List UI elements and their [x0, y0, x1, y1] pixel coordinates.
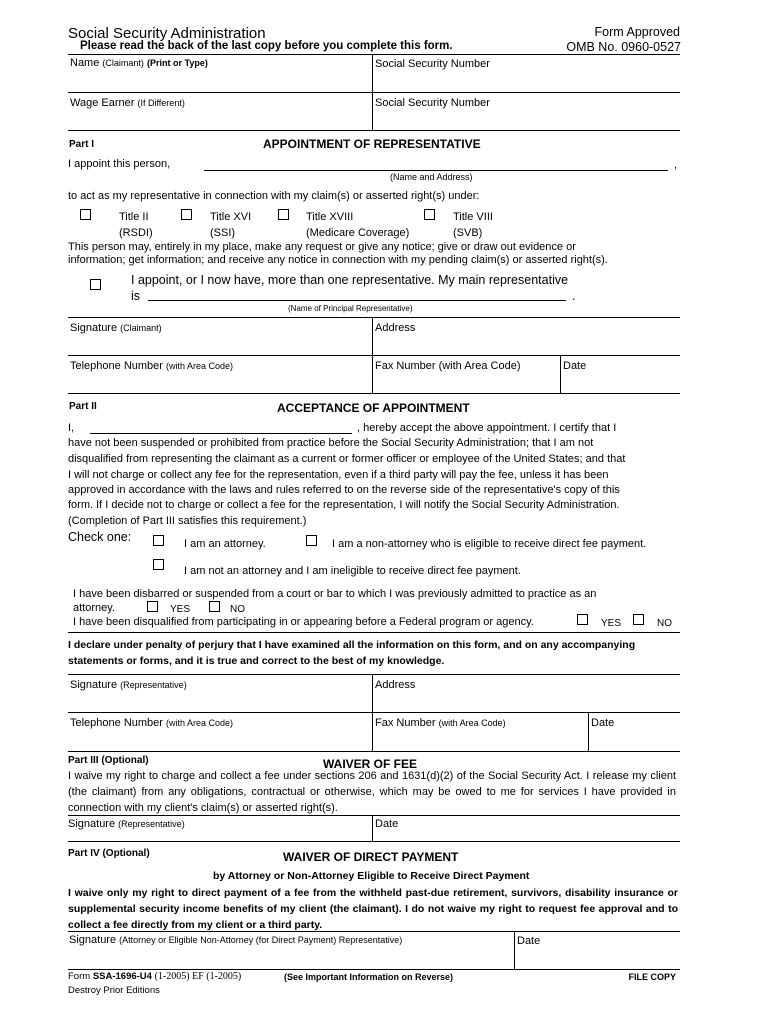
wage-earner-ssn-field[interactable]	[374, 110, 680, 128]
instructions: Please read the back of the last copy before you complete this form.	[80, 40, 453, 52]
title-viii-checkbox[interactable]	[424, 209, 435, 220]
direct-payment-signature-label: Signature (Attorney or Eligible Non-Attorney (for Direct Payment) Representative)	[69, 934, 403, 946]
disbarred-no-checkbox[interactable]	[209, 601, 220, 612]
disbarred-yes-label: YES	[170, 604, 191, 615]
part4-title: WAIVER OF DIRECT PAYMENT	[283, 850, 459, 864]
authority-line-2: information; get information; and receive any notice in connection with my pending claim(s) or asserted right(s).	[68, 254, 608, 266]
form-approved: Form Approved	[594, 25, 680, 39]
waiver-direct-payment-text: I waive only my right to direct payment of a fee from the withheld past-due retirement, survivors, disability insurance or supplemental security income benefits of my client (the claimant). I do not waive my right to request fee approval and to collect a fee directly from my client or a third party.	[68, 887, 678, 931]
claimant-date-label: Date	[563, 360, 587, 372]
claimant-ssn-field[interactable]	[374, 70, 680, 90]
declaration-line-1: I declare under penalty of perjury that I have examined all the information on this form, and on any accompanying	[68, 639, 636, 651]
claimant-signature-label: Signature (Claimant)	[70, 322, 162, 334]
part2-i: I,	[68, 422, 75, 434]
form-number: Form SSA-1696-U4 (1-2005) EF (1-2005)	[68, 971, 242, 982]
authority-line-1: This person may, entirely in my place, make any request or give any notice; give or draw out evidence or	[68, 241, 576, 253]
claimant-name-label: Name (Claimant) (Print or Type)	[70, 57, 208, 69]
principal-representative-line[interactable]	[148, 300, 566, 301]
principal-rep-caption: (Name of Principal Representative)	[288, 304, 413, 313]
title-xvi-sub: (SSI)	[210, 227, 236, 239]
certify-line: form. If I decide not to charge or collect a fee for the representation, I will notify the Social Security Administration.	[68, 499, 620, 511]
multiple-reps-is: is	[131, 289, 141, 303]
multiple-reps-text: I appoint, or I now have, more than one representative. My main representative	[131, 273, 569, 287]
title-ii-sub: (RSDI)	[119, 227, 153, 239]
period: .	[572, 289, 576, 303]
disbarred-line-2: attorney.	[73, 602, 115, 614]
part1-title: APPOINTMENT OF REPRESENTATIVE	[263, 137, 481, 151]
direct-payment-signature-field[interactable]	[68, 948, 514, 968]
title-viii-label: Title VIII	[453, 211, 493, 223]
disqualified-no-checkbox[interactable]	[633, 614, 644, 625]
representative-name-field[interactable]	[90, 433, 352, 434]
title-xviii-checkbox[interactable]	[278, 209, 289, 220]
part3-title: WAIVER OF FEE	[323, 757, 418, 771]
title-xviii-sub: (Medicare Coverage)	[306, 227, 410, 239]
agency-title: Social Security Administration	[68, 25, 266, 42]
waiver-signature-field[interactable]	[68, 830, 372, 840]
disqualified-no-label: NO	[657, 618, 672, 629]
rep-address-field[interactable]	[374, 692, 680, 712]
representative-name-line[interactable]	[204, 170, 668, 171]
disqualified-yes-label: YES	[601, 618, 622, 629]
claimant-address-field[interactable]	[374, 335, 680, 355]
disqualified-yes-checkbox[interactable]	[577, 614, 588, 625]
part2-label: Part II	[69, 401, 97, 412]
title-xviii-label: Title XVIII	[306, 211, 354, 223]
part1-label: Part I	[69, 139, 95, 150]
claimant-name-field[interactable]	[68, 70, 372, 90]
attorney-checkbox[interactable]	[153, 535, 164, 546]
appoint-text: I appoint this person,	[68, 158, 171, 170]
title-viii-sub: (SVB)	[453, 227, 483, 239]
reverse-note: (See Important Information on Reverse)	[284, 972, 454, 982]
certify-line: (Completion of Part III satisfies this requirement.)	[68, 515, 307, 527]
omb-number: OMB No. 0960-0527	[566, 40, 681, 54]
wage-earner-label: Wage Earner (If Different)	[70, 97, 185, 109]
title-xvi-checkbox[interactable]	[181, 209, 192, 220]
waiver-of-fee-text: I waive my right to charge and collect a fee under sections 206 and 1631(d)(2) of the Social Security Act. I release my client (the claimant) from any obligations, contractual or otherwise, which may be owed to me for services I have provided in connection with my client's claim(s) or asserted right(s).	[68, 770, 676, 814]
waiver-date-label: Date	[375, 818, 399, 830]
hereby-text: , hereby accept the above appointment. I certify that I	[357, 422, 617, 434]
part4-subtitle: by Attorney or Non-Attorney Eligible to Receive Direct Payment	[213, 870, 530, 882]
declaration-line-2: statements or forms, and it is true and correct to the best of my knowledge.	[68, 655, 445, 667]
disbarred-no-label: NO	[230, 604, 245, 615]
disqualified-text: I have been disqualified from participating in or appearing before a Federal program or agency.	[73, 616, 534, 628]
attorney-label: I am an attorney.	[184, 538, 266, 550]
part3-label: Part III (Optional)	[68, 755, 149, 766]
disbarred-yes-checkbox[interactable]	[147, 601, 158, 612]
multiple-representatives-checkbox[interactable]	[90, 279, 101, 290]
title-ii-checkbox[interactable]	[80, 209, 91, 220]
certify-line: I will not charge or collect any fee for the representation, even if a third party will pay the fee, unless it has been	[68, 469, 609, 481]
wage-earner-field[interactable]	[68, 110, 372, 128]
title-ii-label: Title II	[119, 211, 149, 223]
title-xvi-label: Title XVI	[210, 211, 252, 223]
non-attorney-ineligible-label: I am not an attorney and I am ineligible to receive direct fee payment.	[184, 565, 521, 577]
certify-line: disqualified from representing the claimant as a current or former officer or employee of the United States; and that	[68, 453, 626, 465]
direct-payment-date-label: Date	[517, 935, 541, 947]
act-as-text: to act as my representative in connection with my claim(s) or asserted right(s) under:	[68, 190, 480, 202]
rep-date-label: Date	[591, 717, 615, 729]
file-copy-label: FILE COPY	[628, 972, 676, 982]
check-one-label: Check one:	[68, 530, 132, 544]
claimant-signature-field[interactable]	[68, 335, 372, 355]
rep-phone-label: Telephone Number (with Area Code)	[70, 717, 234, 729]
name-address-caption: (Name and Address)	[390, 172, 473, 182]
claimant-ssn-label: Social Security Number	[375, 58, 490, 70]
rep-fax-label: Fax Number (with Area Code)	[375, 717, 506, 729]
comma: ,	[674, 159, 678, 171]
claimant-fax-label: Fax Number (with Area Code)	[375, 360, 521, 372]
claimant-phone-label: Telephone Number (with Area Code)	[70, 360, 234, 372]
destroy-prior-editions: Destroy Prior Editions	[68, 985, 160, 996]
claimant-address-label: Address	[375, 322, 416, 334]
non-attorney-eligible-label: I am a non-attorney who is eligible to receive direct fee payment.	[332, 538, 647, 550]
non-attorney-eligible-checkbox[interactable]	[306, 535, 317, 546]
part2-title: ACCEPTANCE OF APPOINTMENT	[277, 401, 470, 415]
non-attorney-ineligible-checkbox[interactable]	[153, 559, 164, 570]
wage-earner-ssn-label: Social Security Number	[375, 97, 490, 109]
certify-line: approved in accordance with the laws and rules referred to on the reverse side of the representative's copy of this	[68, 484, 620, 496]
part4-label: Part IV (Optional)	[68, 848, 150, 859]
waiver-signature-label: Signature (Representative)	[68, 818, 185, 830]
certify-line: have not been suspended or prohibited from practice before the Social Security Administration; that I am not	[68, 437, 594, 449]
rep-address-label: Address	[375, 679, 416, 691]
rep-signature-label: Signature (Representative)	[70, 679, 187, 691]
rep-signature-field[interactable]	[68, 692, 372, 712]
disbarred-line-1: I have been disbarred or suspended from a court or bar to which I was previously admitted to practice as an	[73, 588, 597, 600]
